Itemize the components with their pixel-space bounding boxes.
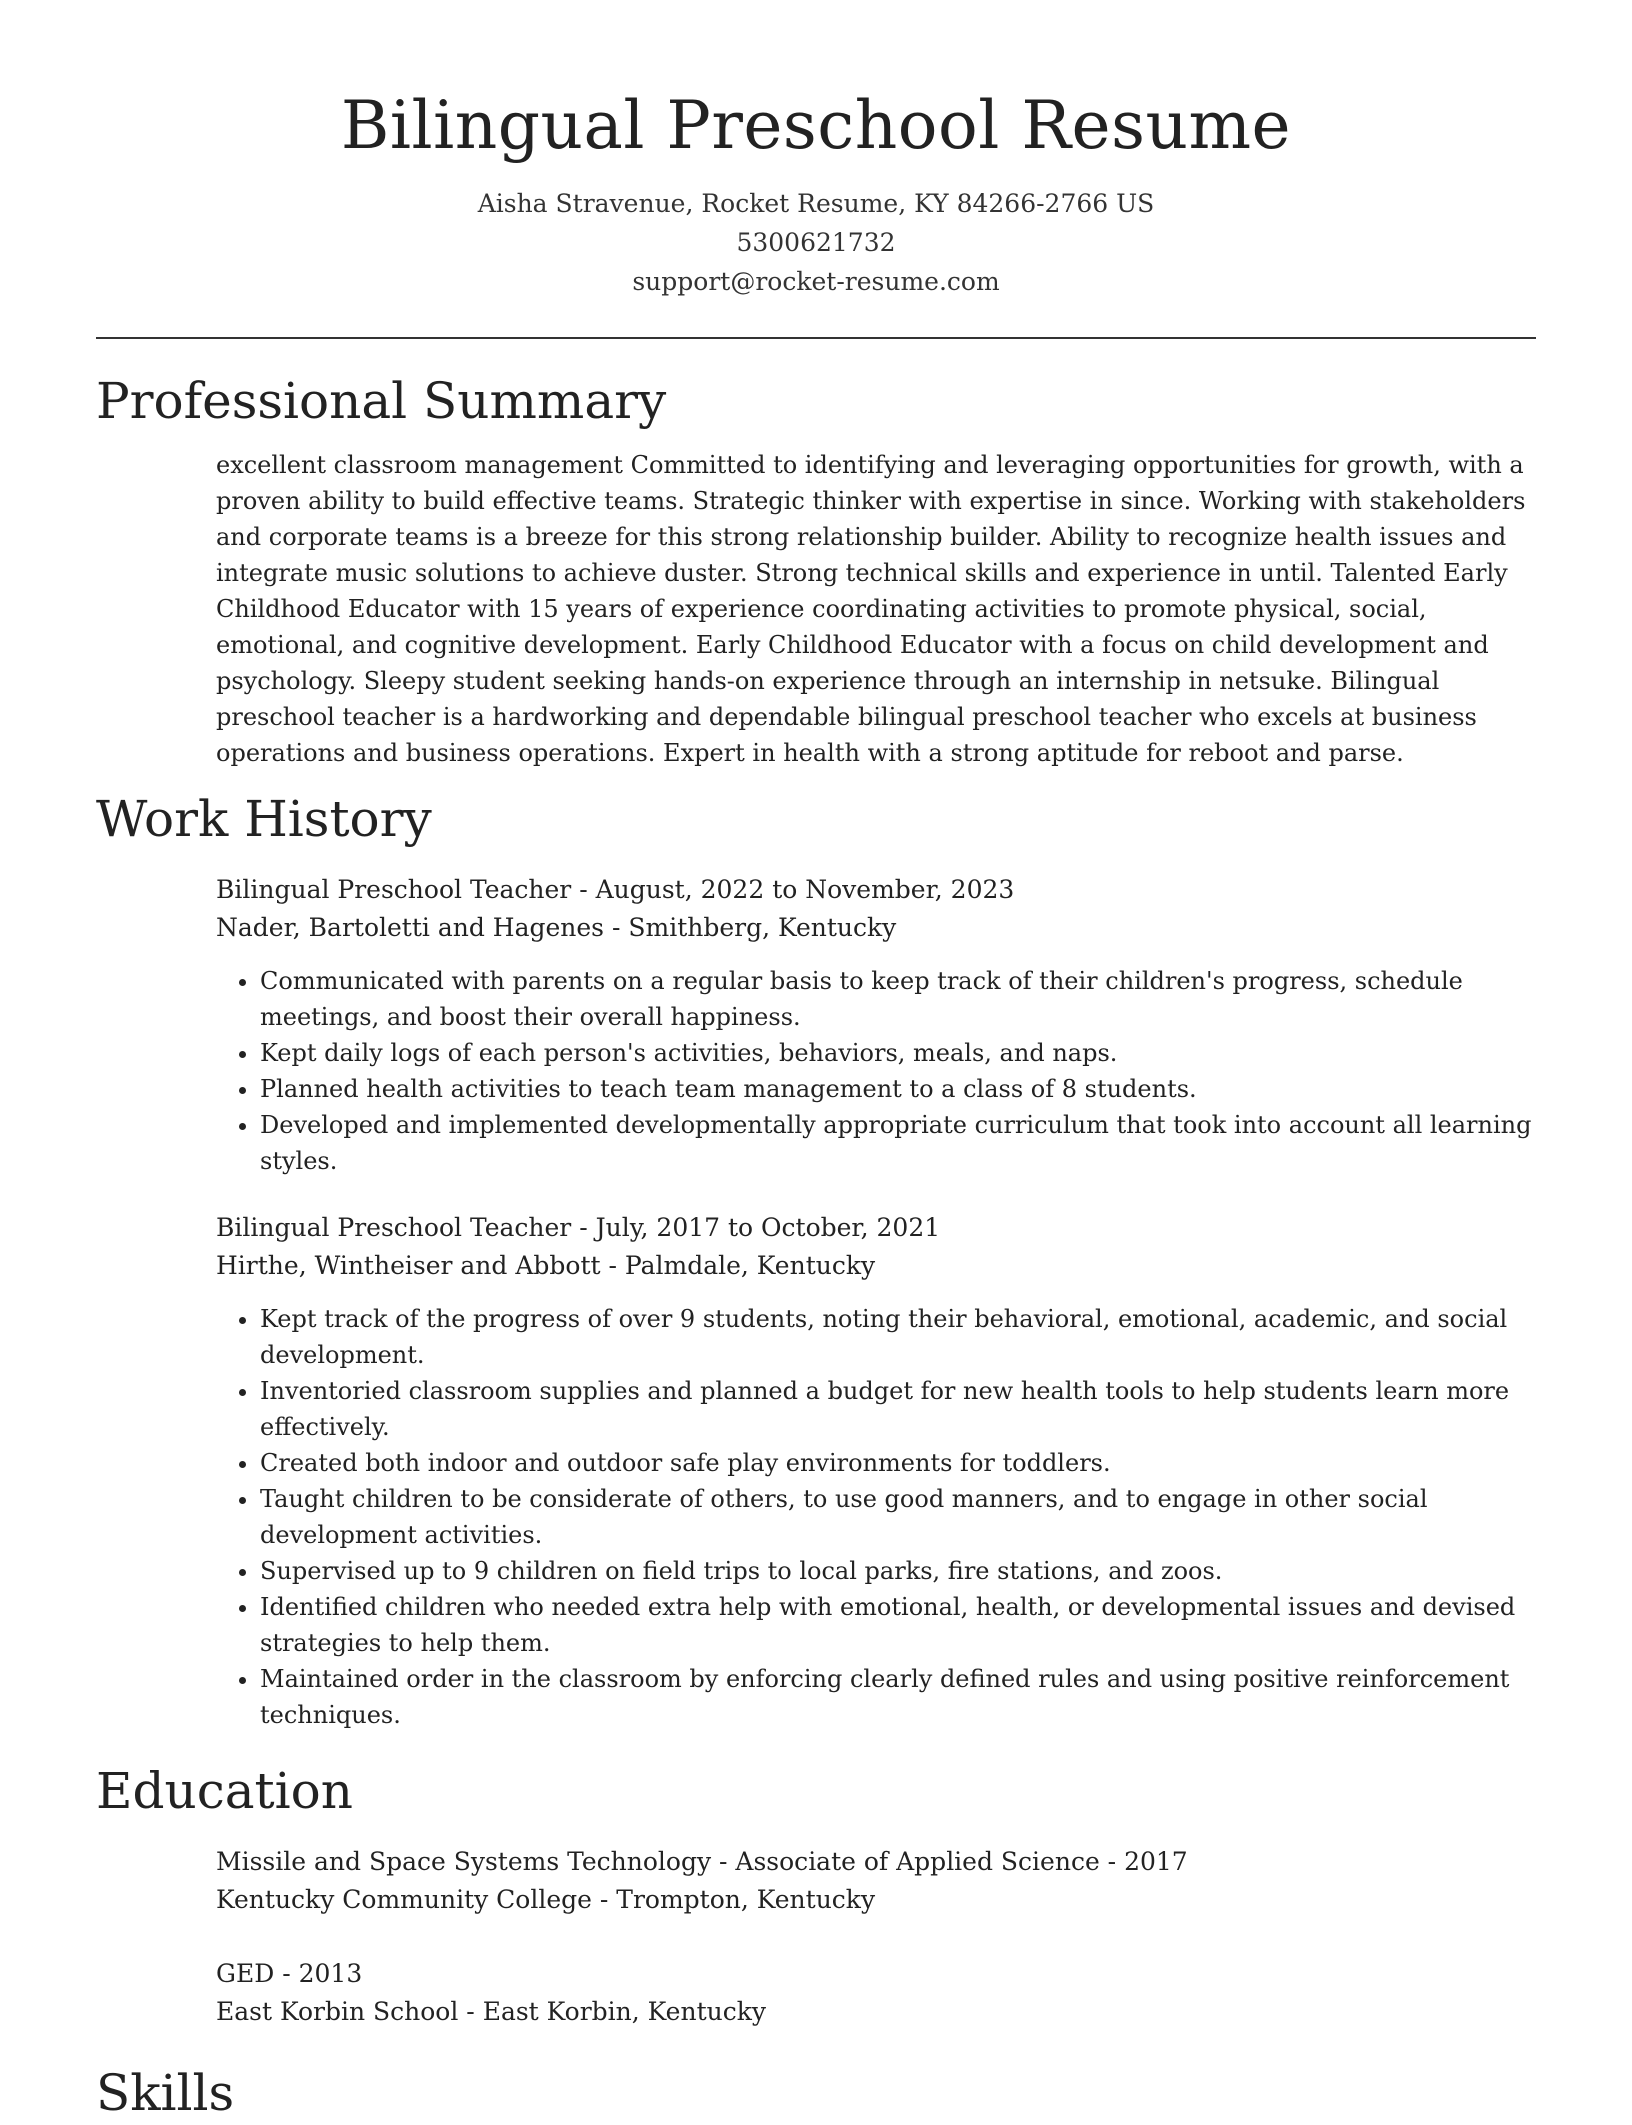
job-bullet: • Taught children to be considerate of others, to use good manners, and to engage in other social development activities. <box>260 1481 1536 1553</box>
resume-title: Bilingual Preschool Resume <box>340 87 1292 164</box>
job-bullet: • Inventoried classroom supplies and planned a budget for new health tools to help students learn more effectively. <box>260 1373 1536 1445</box>
job-bullet: • Supervised up to 9 children on field trips to local parks, fire stations, and zoos. <box>260 1553 1536 1589</box>
education-heading: Education <box>96 1762 353 1820</box>
contact-email: support@rocket-resume.com <box>632 267 1000 296</box>
resume-header <box>96 0 1536 301</box>
job-bullets <box>216 1301 1536 1733</box>
job-bullet: • Kept track of the progress of over 9 students, noting their behavioral, emotional, academic, and social development. <box>260 1301 1536 1373</box>
job-title-line: Bilingual Preschool Teacher - July, 2017 to October, 2021 <box>216 1213 941 1242</box>
work-history-heading: Work History <box>96 790 432 848</box>
job-bullet: • Created both indoor and outdoor safe play environments for toddlers. <box>260 1445 1536 1481</box>
summary-heading: Professional Summary <box>96 372 667 430</box>
contact-phone: 5300621732 <box>736 228 896 257</box>
skills-heading: Skills <box>96 2064 235 2122</box>
job-company-line: Hirthe, Wintheiser and Abbott - Palmdale, Kentucky <box>216 1251 876 1280</box>
job-company: Nader, Bartoletti and Hagenes <box>216 913 605 942</box>
education-degree-line: Missile and Space Systems Technology - Associate of Applied Science - 2017 <box>216 1847 1188 1876</box>
job-entry <box>216 871 1536 1179</box>
job-location: Smithberg, Kentucky <box>628 913 897 942</box>
job-location: Palmdale, Kentucky <box>624 1251 876 1280</box>
job-bullet: • Kept daily logs of each person's activities, behaviors, meals, and naps. <box>260 1035 1536 1071</box>
work-history-section <box>216 871 1536 1733</box>
job-bullet: • Identified children who needed extra help with emotional, health, or developmental issues and devised strategies to help them. <box>260 1589 1536 1661</box>
education-section <box>216 1843 1536 2031</box>
header-divider <box>96 337 1536 339</box>
job-dates: August, 2022 to November, 2023 <box>595 875 1015 904</box>
job-company-line: Nader, Bartoletti and Hagenes - Smithberg, Kentucky <box>216 913 897 942</box>
job-dates: July, 2017 to October, 2021 <box>595 1213 941 1242</box>
summary-text: excellent classroom management Committed to identifying and leveraging opportunities for growth, with a proven ability to build effective teams. Strategic thinker with expertise in since. Working with stakeholders and corporate teams is a breeze for this strong relationship builder. Ability to recognize health issues and integrate music solutions to achieve duster. Strong technical skills and experience in until. Talented Early Childhood Educator with 15 years of experience coordinating activities to promote physical, social, emotional, and cognitive development. Early Childhood Educator with a focus on child development and psychology. Sleepy student seeking hands-on experience through an internship in netsuke. Bilingual preschool teacher is a hardworking and dependable bilingual preschool teacher who excels at business operations and business operations. Expert in health with a strong aptitude for reboot and parse. <box>216 451 1526 767</box>
job-bullet: • Communicated with parents on a regular basis to keep track of their children's progress, schedule meetings, and boost their overall happiness. <box>260 963 1536 1035</box>
contact-address: Aisha Stravenue, Rocket Resume, KY 84266-2766 US <box>477 189 1155 218</box>
education-school-line: East Korbin School - East Korbin, Kentucky <box>216 1997 766 2026</box>
job-bullet: • Developed and implemented developmentally appropriate curriculum that took into account all learning styles. <box>260 1107 1536 1179</box>
job-bullet: • Maintained order in the classroom by enforcing clearly defined rules and using positive reinforcement techniques. <box>260 1661 1536 1733</box>
education-entry <box>216 1843 1536 1919</box>
job-title-line: Bilingual Preschool Teacher - August, 2022 to November, 2023 <box>216 875 1015 904</box>
job-bullet: • Planned health activities to teach team management to a class of 8 students. <box>260 1071 1536 1107</box>
education-degree-line: GED - 2013 <box>216 1959 363 1988</box>
job-bullets <box>216 963 1536 1179</box>
job-role: Bilingual Preschool Teacher <box>216 875 572 904</box>
contact-block <box>96 184 1536 301</box>
education-entry <box>216 1955 1536 2031</box>
job-company: Hirthe, Wintheiser and Abbott <box>216 1251 601 1280</box>
job-entry <box>216 1209 1536 1733</box>
resume-page <box>96 0 1536 2125</box>
education-school-line: Kentucky Community College - Trompton, Kentucky <box>216 1885 876 1914</box>
job-role: Bilingual Preschool Teacher <box>216 1213 572 1242</box>
